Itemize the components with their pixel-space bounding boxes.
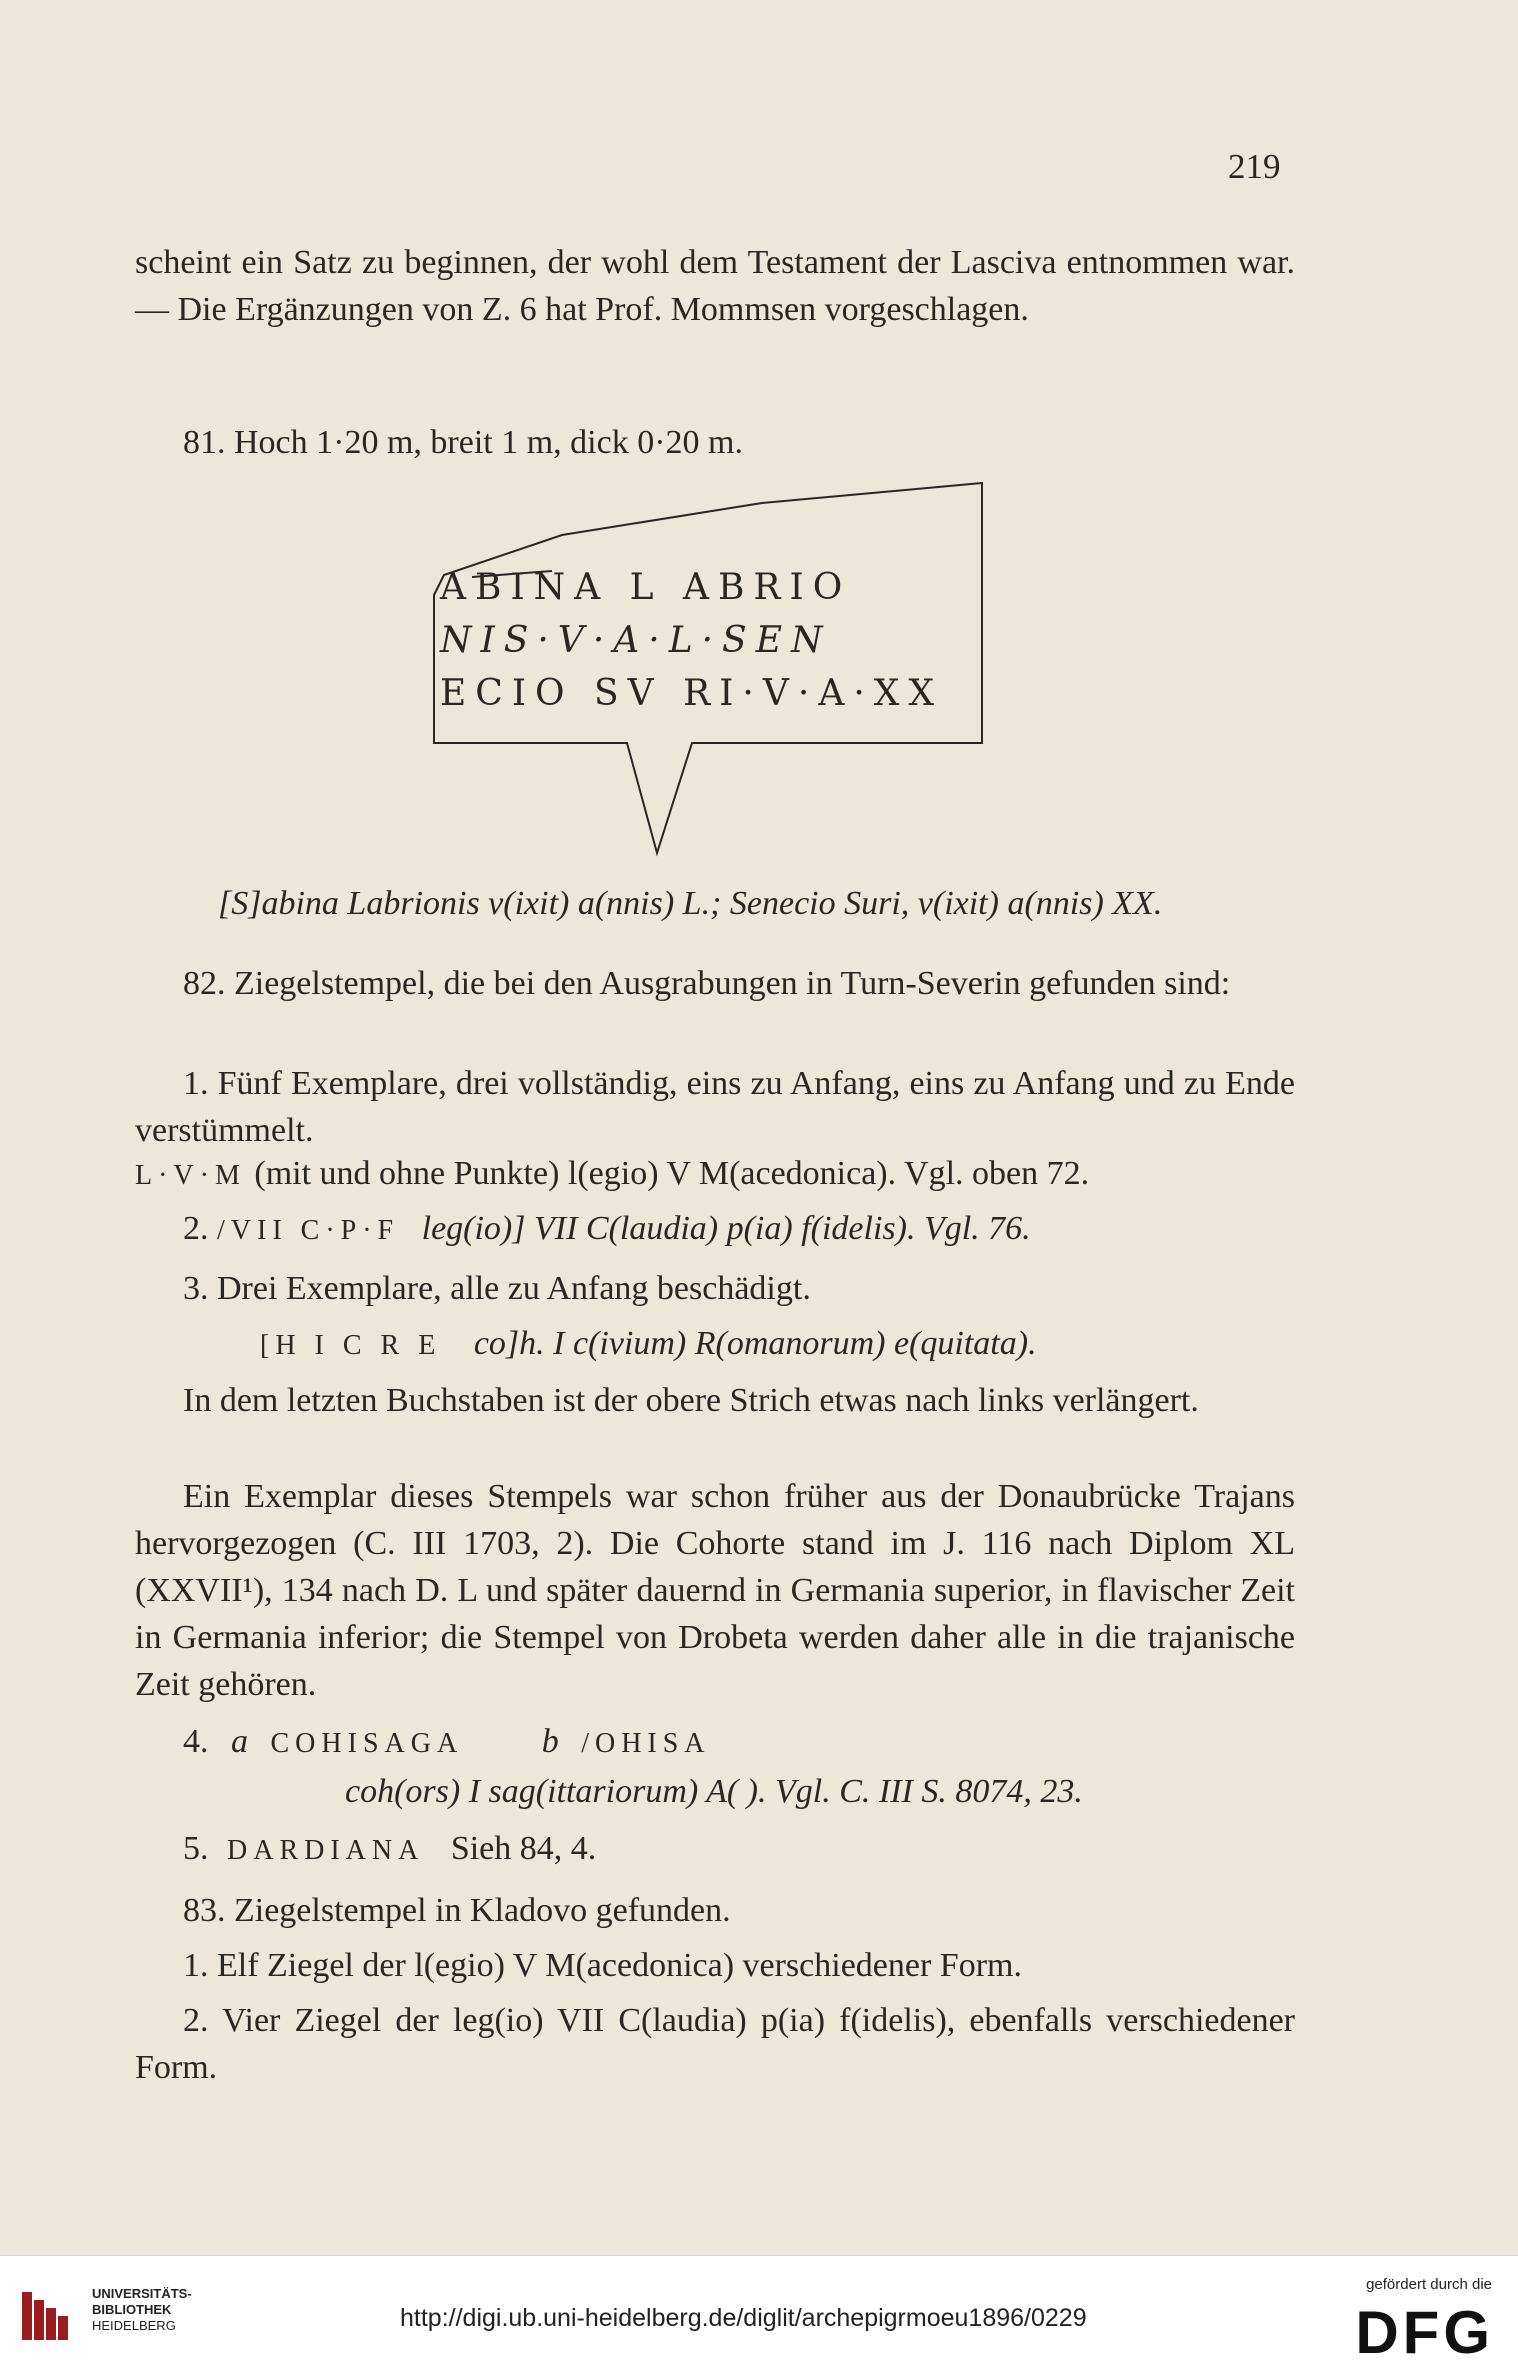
stamp-hicre-reading: co]h. I c(ivium) R(omanorum) e(quitata).: [473, 1325, 1037, 1362]
item-81-dimensions: 81. Hoch 1·20 m, breit 1 m, dick 0·20 m.: [183, 424, 743, 461]
item-82-2-number: 2.: [183, 1210, 209, 1247]
item-82-4-number: 4.: [183, 1723, 209, 1760]
item-82-1-line: [135, 1150, 1089, 1199]
item-82-3-history: Ein Exemplar dieses Stempels war schon früher aus der Donaubrücke Trajans hervorgezogen (C. III 1703, 2). Die Cohorte stand im J. 116 nach Diplom XL (XXVII¹), 134 nach D. L und später dauernd in Germania superior, in flavischer Zeit in Germania inferior; die Stempel von Drobeta werden daher alle in die trajanische Zeit gehören.: [135, 1478, 1295, 1703]
item-82-intro: 82. Ziegelstempel, die bei den Ausgrabungen in Turn-Severin gefunden sind:: [183, 965, 1231, 1002]
item-82-2: [183, 1205, 1031, 1254]
institution-line-2: BIBLIOTHEK: [92, 2302, 172, 2317]
item-83-2: 2. Vier Ziegel der leg(io) VII C(laudia) p(ia) f(idelis), ebenfalls verschiedener Form.: [135, 2002, 1295, 2086]
institution-name: [92, 2286, 192, 2334]
item-82-4-a-label: a: [231, 1723, 248, 1760]
stamp-ohisa: /OHISA: [581, 1728, 711, 1759]
inscription-line-3: ECIO SV RI·V·A·XX: [440, 673, 944, 714]
item-83-1: 1. Elf Ziegel der l(egio) V M(acedonica) verschiedener Form.: [183, 1947, 1022, 1984]
stamp-hicre: [H I C R E: [260, 1330, 442, 1361]
inscription-line-2: NIS·V·A·L·SEN: [440, 620, 832, 661]
stamp-vii-cpf-reading: leg(io)] VII C(laudia) p(ia) f(idelis). Vgl. 76.: [421, 1210, 1031, 1247]
inscription-figure: [432, 475, 992, 875]
item-82-4-reading: coh(ors) I sag(ittariorum) A( ). Vgl. C. III S. 8074, 23.: [345, 1773, 1083, 1810]
institution-line-3: HEIDELBERG: [92, 2318, 176, 2333]
item-82-3-note: In dem letzten Buchstaben ist der obere Strich etwas nach links verlängert.: [183, 1382, 1199, 1419]
institution-line-1: UNIVERSITÄTS-: [92, 2286, 192, 2301]
inscription-reading: [S]abina Labrionis v(ixit) a(nnis) L.; Senecio Suri, v(ixit) a(nnis) XX.: [218, 885, 1163, 922]
stamp-lvm-reading: (mit und ohne Punkte) l(egio) V M(acedonica). Vgl. oben 72.: [254, 1155, 1090, 1192]
item-82-3-stamp-line: [260, 1320, 1037, 1369]
inscription-line-1: ABINA L ABRIO: [440, 567, 852, 608]
item-83-intro: 83. Ziegelstempel in Kladovo gefunden.: [183, 1892, 731, 1929]
page-number: 219: [1228, 147, 1281, 186]
footer-bar: [0, 2255, 1518, 2370]
paragraph-intro: scheint ein Satz zu beginnen, der wohl dem Testament der Lasciva entnommen war. — Die Ergänzungen von Z. 6 hat Prof. Mommsen vorgeschlagen.: [135, 244, 1295, 328]
item-82-4: [183, 1718, 711, 1767]
item-82-4-b-label: b: [541, 1723, 559, 1760]
item-82-5-number: 5.: [183, 1830, 209, 1867]
sponsor-label: gefördert durch die: [1366, 2276, 1492, 2293]
dfg-logo: DFG: [1355, 2299, 1494, 2366]
item-82-3: 3. Drei Exemplare, alle zu Anfang beschädigt.: [183, 1270, 811, 1307]
item-82-5-reference: Sieh 84, 4.: [450, 1830, 597, 1867]
stamp-cohisaga: COHISAGA: [270, 1728, 464, 1759]
item-82-5: [183, 1825, 596, 1874]
stamp-vii-cpf: /VII C·P·F: [217, 1215, 400, 1246]
university-library-logo-icon: [20, 2286, 82, 2346]
item-82-1: 1. Fünf Exemplare, drei vollständig, eins zu Anfang, eins zu Anfang und zu Ende verstümmelt.: [135, 1065, 1295, 1149]
stamp-dardiana: DARDIANA: [227, 1835, 425, 1866]
source-url-link[interactable]: http://digi.ub.uni-heidelberg.de/diglit/archepigrmoeu1896/0229: [400, 2304, 1087, 2332]
stamp-lvm: L·V·M: [135, 1160, 246, 1191]
